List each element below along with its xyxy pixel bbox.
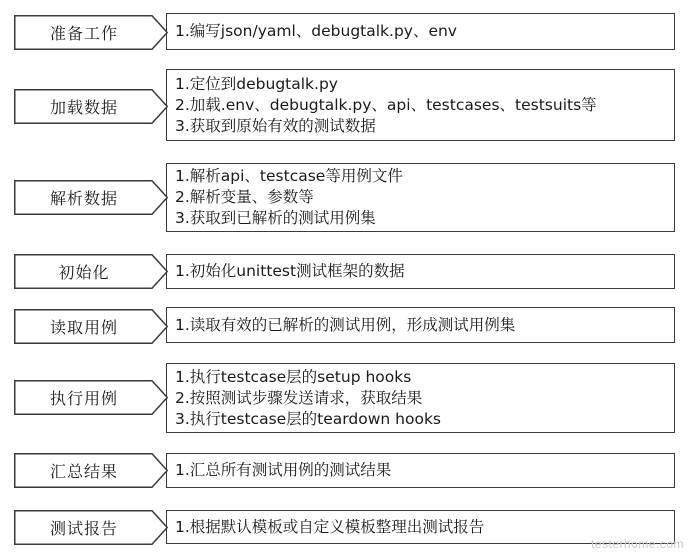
step-description-box bbox=[166, 69, 675, 141]
step-description-line: 1.根据默认模板或自定义模板整理出测试报告 bbox=[175, 517, 485, 536]
step-description-line: 2.加载.env、debugtalk.py、api、testcases、testsuits等 bbox=[175, 95, 597, 114]
step-description-box bbox=[166, 163, 675, 232]
step-description-line: 1.编写json/yaml、debugtalk.py、env bbox=[175, 22, 457, 40]
step-description-line: 1.读取有效的已解析的测试用例，形成测试用例集 bbox=[175, 315, 516, 334]
step-description-box bbox=[166, 13, 675, 50]
step-label bbox=[14, 180, 168, 215]
step-label-text: 加载数据 bbox=[49, 98, 118, 117]
step-label-text: 读取用例 bbox=[49, 318, 118, 337]
watermark: testerhome.com bbox=[590, 537, 684, 551]
step-description-box bbox=[166, 363, 675, 433]
step-description-line: 2.解析变量、参数等 bbox=[175, 188, 314, 206]
step-label-text: 准备工作 bbox=[49, 24, 118, 43]
step-label bbox=[14, 510, 168, 545]
step-description-line: 3.获取到已解析的测试用例集 bbox=[175, 209, 376, 227]
step-label bbox=[14, 15, 168, 50]
step-label bbox=[14, 89, 168, 124]
step-description-line: 2.按照测试步骤发送请求，获取结果 bbox=[175, 388, 423, 407]
step-description-line: 1.解析api、testcase等用例文件 bbox=[175, 167, 403, 185]
step-description-line: 1.定位到debugtalk.py bbox=[175, 74, 338, 93]
step-description-line: 3.执行testcase层的teardown hooks bbox=[175, 409, 441, 428]
step-description-box bbox=[166, 307, 675, 343]
step-label bbox=[14, 309, 168, 344]
step-label-text: 执行用例 bbox=[49, 389, 118, 408]
step-label-text: 汇总结果 bbox=[49, 462, 118, 481]
step-label-text: 测试报告 bbox=[49, 519, 118, 538]
step-label-text: 初始化 bbox=[58, 263, 110, 282]
step-description-box bbox=[166, 254, 675, 289]
step-label bbox=[14, 254, 168, 289]
step-description-box bbox=[166, 453, 675, 488]
step-label-text: 解析数据 bbox=[49, 189, 118, 208]
step-description-line: 1.汇总所有测试用例的测试结果 bbox=[175, 461, 392, 479]
step-description-line: 1.初始化unittest测试框架的数据 bbox=[175, 262, 405, 280]
step-description-line: 1.执行testcase层的setup hooks bbox=[175, 367, 412, 386]
step-label bbox=[14, 380, 168, 415]
step-label bbox=[14, 453, 168, 488]
step-description-line: 3.获取到原始有效的测试数据 bbox=[175, 116, 376, 135]
